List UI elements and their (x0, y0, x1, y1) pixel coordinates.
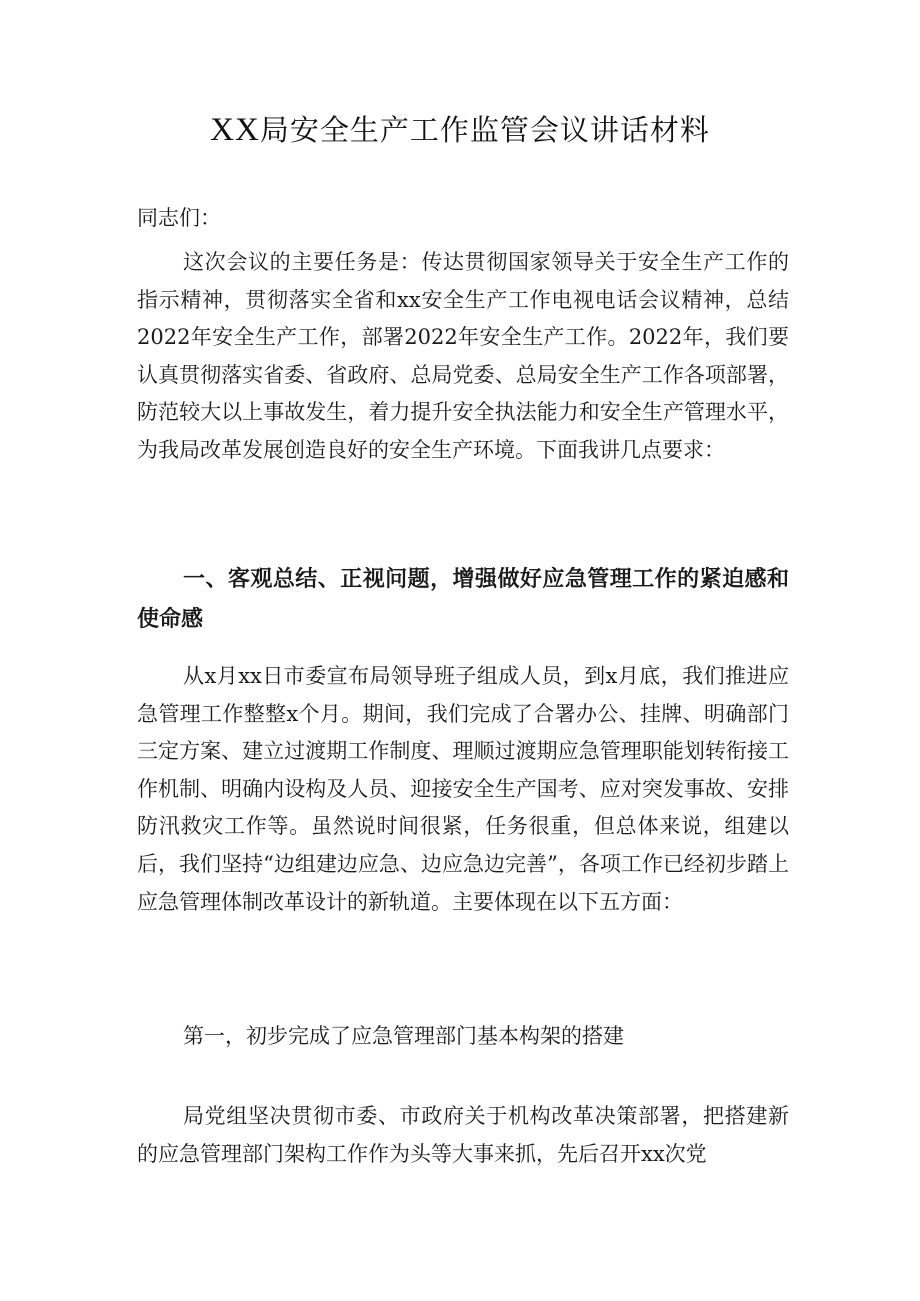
title-latin-prefix: XX (210, 112, 260, 148)
subheading-1-paragraph: 局党组坚决贯彻市委、市政府关于机构改革决策部署，把搭建新的应急管理部门架构工作作为头等大事来抓，先后召开xx次党 (137, 1104, 789, 1166)
section-1-paragraph: 从x月xx日市委宣布局领导班子组成人员，到x月底，我们推进应急管理工作整整x个月。期间，我们完成了合署办公、挂牌、明确部门三定方案、建立过渡期工作制度、理顺过渡期应急管理职能划转衔接工作机制、明确内设构及人员、迎接安全生产国考、应对突发事故、安排防汛救灾工作等。虽然说时间很紧，任务很重，但总体来说，组建以后，我们坚持“边组建边应急、边应急边完善”，各项工作已经初步踏上应急管理体制改革设计的新轨道。主要体现在以下五方面： (137, 664, 789, 914)
intro-paragraph: 这次会议的主要任务是：传达贯彻国家领导关于安全生产工作的指示精神，贯彻落实全省和xx安全生产工作电视电话会议精神，总结2022年安全生产工作，部署2022年安全生产工作。2022年，我们要认真贯彻落实省委、省政府、总局党委、总局安全生产工作各项部署，防范较大以上事故发生，着力提升安全执法能力和安全生产管理水平，为我局改革发展创造良好的安全生产环境。下面我讲几点要求： (137, 250, 789, 462)
section-heading-1: 一、客观总结、正视问题，增强做好应急管理工作的紧迫感和使命感 (137, 567, 789, 632)
subheading-1: 第一，初步完成了应急管理部门基本构架的搭建 (183, 1024, 624, 1048)
document-title (0, 108, 920, 149)
title-text: 局安全生产工作监管会议讲话材料 (259, 113, 710, 147)
salutation: 同志们： (137, 206, 221, 230)
